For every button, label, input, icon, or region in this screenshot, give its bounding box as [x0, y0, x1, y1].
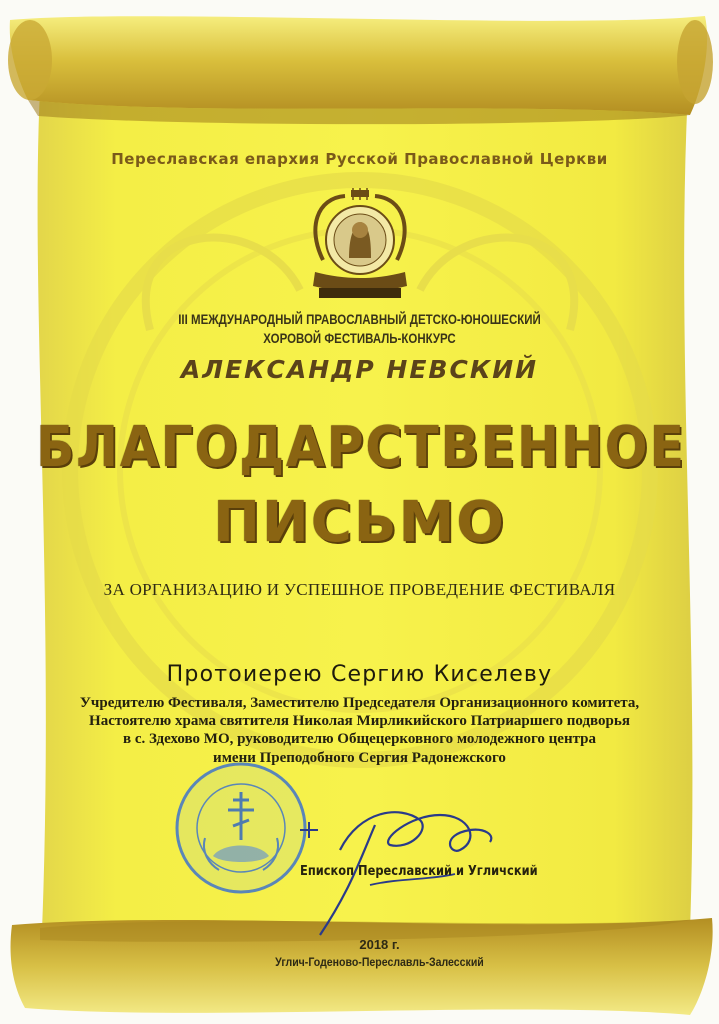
festival-line-1: III МЕЖДУНАРОДНЫЙ ПРАВОСЛАВНЫЙ ДЕТСКО-ЮНОШЕСКИЙ [178, 311, 541, 327]
festival-line-2: ХОРОВОЙ ФЕСТИВАЛЬ-КОНКУРС [263, 330, 456, 346]
description-line: Учредителю Фестиваля, Заместителю Председателя Организационного комитета, [79, 695, 640, 711]
subtitle: ЗА ОРГАНИЗАЦИЮ И УСПЕШНОЕ ПРОВЕДЕНИЕ ФЕСТИВАЛЯ [103, 580, 616, 599]
lyre-emblem-icon [305, 188, 415, 300]
festival-name: АЛЕКСАНДР НЕВСКИЙ [180, 355, 539, 384]
description-line: имени Преподобного Сергия Радонежского [213, 750, 506, 766]
bishop-signature-line: Епископ Переславский и Угличский [300, 864, 538, 879]
title-line-2: ПИСЬМО [213, 490, 506, 555]
year: 2018 г. [359, 937, 400, 952]
title-line-1: БЛАГОДАРСТВЕННОЕ [35, 415, 686, 480]
diocese-heading: Переславская епархия Русской Православной Церкви [111, 150, 608, 168]
recipient-name: Протоиерею Сергию Киселеву [166, 662, 553, 687]
description-line: Настоятелю храма святителя Николая Мирликийского Патриаршего подворья [89, 713, 630, 729]
place: Углич-Годеново-Переславль-Залесский [275, 955, 484, 969]
description-line: в с. Здехово МО, руководителю Общецерковного молодежного центра [122, 731, 597, 747]
